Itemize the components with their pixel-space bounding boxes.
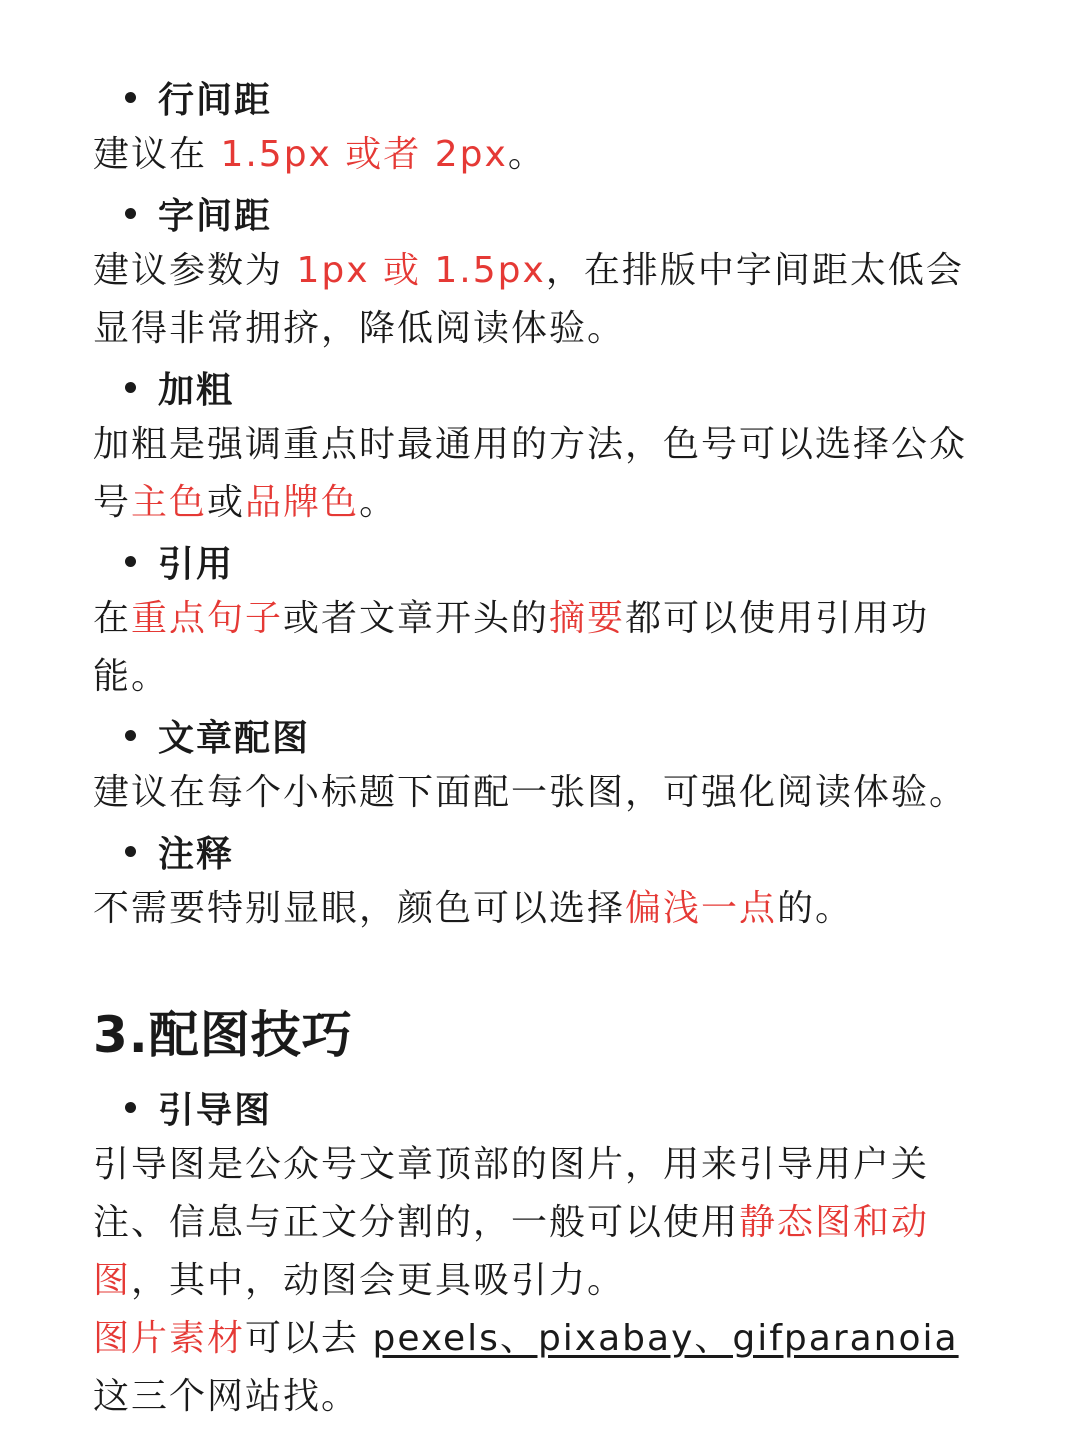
site-links[interactable]: pexels、pixabay、gifparanoia [372, 1318, 959, 1359]
paragraph-text: 都可以使用引用功能。 [93, 598, 930, 697]
paragraph-text: 或者文章开头的 [283, 598, 550, 639]
paragraph-text: 建议参数为 [93, 250, 297, 291]
paragraph-text: 引导图是公众号文章顶部的图片，用来引导用户关注、信息与正文分割的，一般可以使用 [93, 1144, 930, 1243]
paragraph-text: 。 [507, 134, 546, 175]
paragraph-text: 可以去 [245, 1318, 373, 1359]
paragraph-text: ，在排版中字间距太低会显得非常拥挤，降低阅读体验。 [93, 250, 964, 349]
paragraph-image-sources [93, 1310, 993, 1426]
bullet-dot-icon [125, 1102, 136, 1113]
paragraph-text: 建议在 [93, 134, 221, 175]
bullet-dot-icon [125, 208, 136, 219]
highlight-text: 图片素材 [93, 1318, 246, 1359]
highlight-text: 静态图和动图 [93, 1202, 930, 1301]
paragraph-text: 建议在每个小标题下面配一张图，可强化阅读体验。 [93, 772, 968, 813]
bullet-dot-icon [125, 846, 136, 857]
highlight-text: 品牌色 [245, 482, 360, 523]
paragraph-text: 这三个网站找。 [93, 1376, 360, 1417]
article-content [93, 68, 993, 1426]
bullet-item-heading [93, 184, 993, 242]
highlight-text: 1.5px 或者 2px [220, 134, 508, 175]
bullet-title: 引导图 [158, 1089, 273, 1131]
paragraph-text: 加粗是强调重点时最通用的方法，色号可以选择公众号 [93, 424, 968, 523]
bullet-item-heading [93, 822, 993, 880]
highlight-text: 1px 或 1.5px [296, 250, 546, 291]
paragraph-guide-image [93, 1136, 993, 1310]
bullet-paragraph [93, 242, 993, 358]
paragraph-text: 。 [359, 482, 398, 523]
bullet-item-heading [93, 706, 993, 764]
paragraph-text: 在 [93, 598, 132, 639]
bullet-paragraph [93, 590, 993, 706]
bullet-dot-icon [125, 382, 136, 393]
bullet-item-heading [93, 532, 993, 590]
bullet-dot-icon [125, 730, 136, 741]
bullet-title: 加粗 [158, 369, 235, 411]
bullet-paragraph [93, 416, 993, 532]
bullet-item-heading [93, 358, 993, 416]
bullet-title: 引用 [158, 543, 235, 585]
highlight-text: 主色 [131, 482, 208, 523]
bullet-title: 注释 [158, 833, 235, 875]
bullet-dot-icon [125, 556, 136, 567]
tips-list [93, 68, 993, 938]
paragraph-text: 或 [207, 482, 246, 523]
paragraph-text: ，其中，动图会更具吸引力。 [131, 1260, 626, 1301]
highlight-text: 摘要 [549, 598, 626, 639]
section-heading: 3.配图技巧 [93, 1006, 353, 1064]
bullet-item-heading [93, 1078, 993, 1136]
paragraph-text: 的。 [777, 888, 854, 929]
bullet-paragraph [93, 126, 993, 184]
bullet-title: 行间距 [158, 79, 273, 121]
bullet-paragraph [93, 764, 993, 822]
bullet-item-heading [93, 68, 993, 126]
section-3 [93, 1000, 993, 1426]
bullet-paragraph [93, 880, 993, 938]
bullet-title: 字间距 [158, 195, 273, 237]
paragraph-text: 不需要特别显眼，颜色可以选择 [93, 888, 626, 929]
bullet-title: 文章配图 [158, 717, 311, 759]
bullet-dot-icon [125, 92, 136, 103]
highlight-text: 偏浅一点 [625, 888, 778, 929]
highlight-text: 重点句子 [131, 598, 284, 639]
